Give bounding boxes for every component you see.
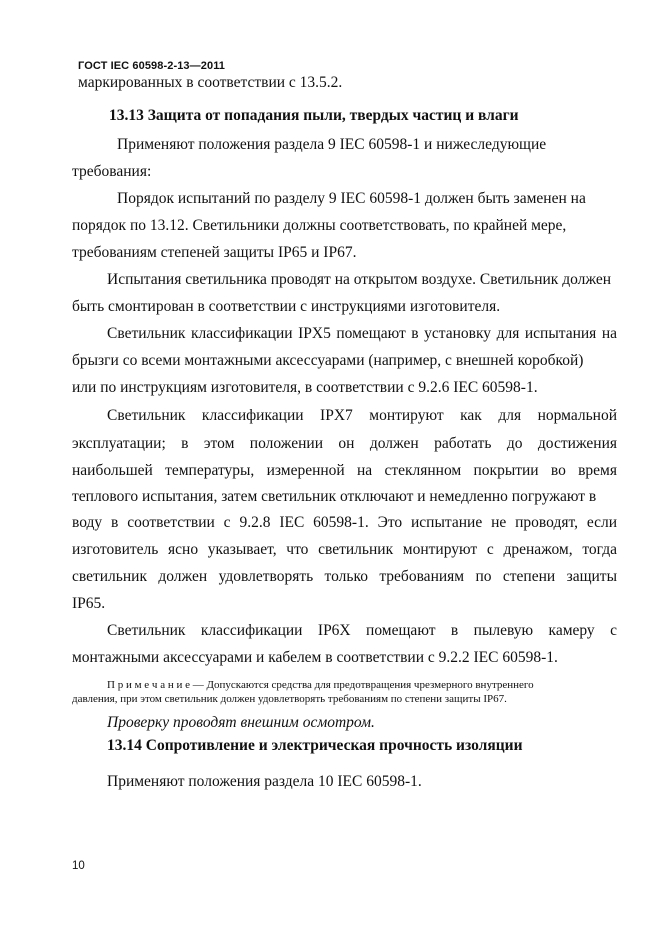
- text-line: наибольшей температуры, измеренной на стеклянном покрытии во время: [72, 462, 617, 479]
- text-line: брызги со всеми монтажными аксессуарами (например, с внешней коробкой): [72, 352, 584, 369]
- document-header: ГОСТ IEC 60598-2-13—2011: [78, 60, 226, 72]
- text-line: изготовитель ясно указывает, что светильник монтируют с дренажом, тогда: [72, 541, 617, 558]
- text-line: Порядок испытаний по разделу 9 IEC 60598-1 должен быть заменен на: [117, 190, 586, 207]
- section-heading-13-13: 13.13 Защита от попадания пыли, твердых частиц и влаги: [109, 107, 519, 124]
- text-line: монтажными аксессуарами и кабелем в соответствии с 9.2.2 IEC 60598-1.: [72, 649, 558, 666]
- text-line: теплового испытания, затем светильник отключают и немедленно погружают в: [72, 488, 597, 505]
- text-line: Светильник классификации IPX5 помещают в установку для испытания на: [107, 325, 617, 342]
- text-line: требованиям степеней защиты IP65 и IP67.: [72, 244, 357, 261]
- text-line: Применяют положения раздела 10 IEC 60598-1.: [107, 773, 422, 790]
- text-line: Испытания светильника проводят на открытом воздухе. Светильник должен: [107, 271, 612, 288]
- text-line: эксплуатации; в этом положении он должен работать до достижения: [72, 435, 617, 452]
- text-line: порядок по 13.12. Светильники должны соответствовать, по крайней мере,: [72, 217, 567, 234]
- text-line: Светильник классификации IP6X помещают в пылевую камеру с: [107, 622, 617, 639]
- text-line: воду в соответствии с 9.2.8 IEC 60598-1. Это испытание не проводят, если: [72, 514, 617, 531]
- check-statement: Проверку проводят внешним осмотром.: [107, 714, 375, 731]
- note-line: П р и м е ч а н и е — Допускаются средства для предотвращения чрезмерного внутреннего: [107, 679, 534, 691]
- text-line: IP65.: [72, 595, 106, 612]
- text-line: или по инструкциям изготовителя, в соответствии с 9.2.6 IEC 60598-1.: [72, 379, 538, 396]
- page-number: 10: [72, 860, 85, 872]
- section-heading-13-14: 13.14 Сопротивление и электрическая прочность изоляции: [107, 737, 523, 754]
- text-line: светильник должен удовлетворять только требованиям по степени защиты: [72, 568, 617, 585]
- text-line: требования:: [72, 163, 152, 180]
- text-line: Применяют положения раздела 9 IEC 60598-1 и нижеследующие: [117, 136, 547, 153]
- note-line: давления, при этом светильник должен удовлетворять требованиям по степени защиты IP67.: [72, 693, 507, 705]
- text-line: маркированных в соответствии с 13.5.2.: [78, 74, 343, 91]
- text-line: быть смонтирован в соответствии с инструкциями изготовителя.: [72, 298, 501, 315]
- text-line: Светильник классификации IPX7 монтируют как для нормальной: [107, 407, 617, 424]
